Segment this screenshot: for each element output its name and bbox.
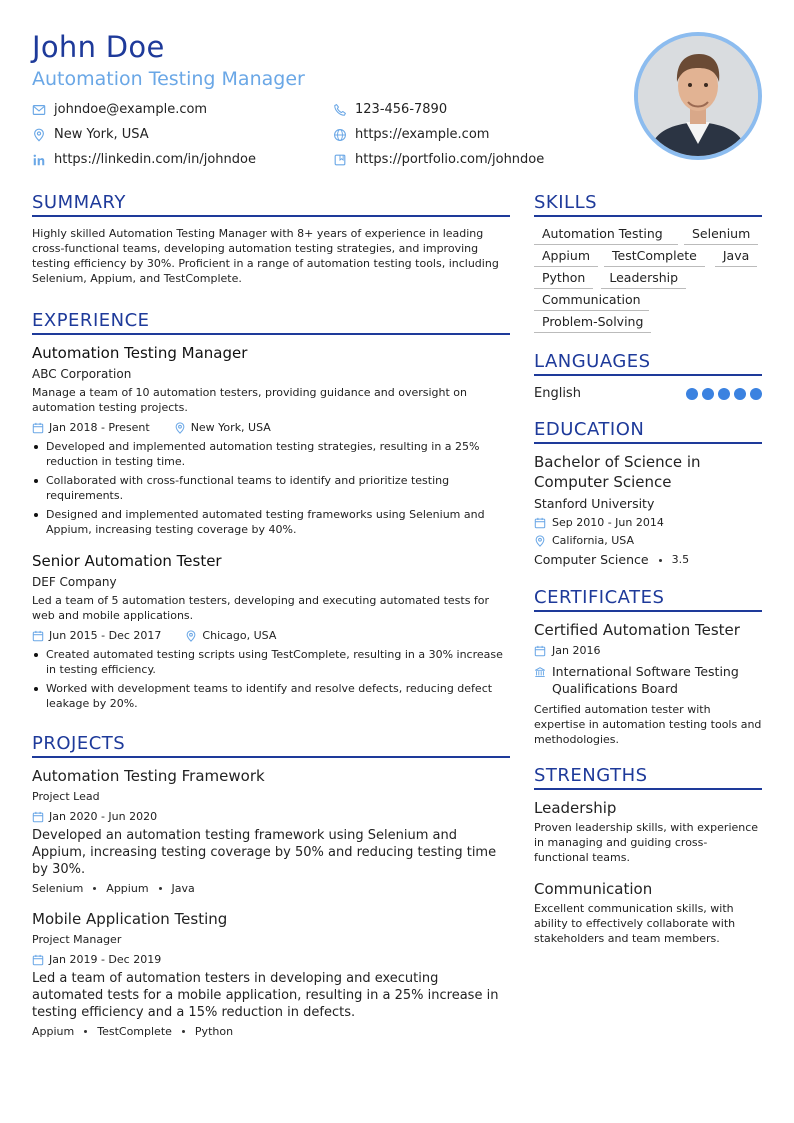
contact-website[interactable] (333, 125, 613, 144)
level-dot (750, 388, 762, 400)
certificate-description: Certified automation tester with expertise in automation testing tools and methodologies. (534, 703, 762, 746)
education-item (534, 452, 762, 569)
education-field: Computer Science (534, 552, 649, 567)
job-title: Senior Automation Tester (32, 552, 222, 570)
location-pin-icon (185, 630, 197, 642)
skill-tag: Java (715, 247, 757, 267)
project-role: Project Lead (32, 790, 100, 803)
project-item (32, 766, 510, 895)
website-text: https://example.com (355, 127, 490, 142)
job-description: Manage a team of 10 automation testers, providing guidance and oversight on automation testing projects. (32, 386, 468, 414)
portfolio-icon (333, 153, 347, 167)
strength-title: Communication (534, 880, 653, 898)
project-tag: Java (171, 882, 195, 895)
contact-phone[interactable] (333, 100, 613, 119)
skills-heading: SKILLS (534, 192, 762, 217)
projects-heading: PROJECTS (32, 733, 510, 758)
avatar-icon (638, 36, 758, 156)
project-tag: Appium (106, 882, 149, 895)
project-item (32, 909, 510, 1038)
job-company: ABC Corporation (32, 367, 132, 381)
experience-heading: EXPERIENCE (32, 310, 510, 335)
education-dates-row (534, 516, 762, 529)
globe-icon (333, 128, 347, 142)
skill-tag: Selenium (684, 225, 758, 245)
project-tag: Selenium (32, 882, 84, 895)
education-location-row (534, 534, 762, 547)
job-bullet: Designed and implemented automated testing frameworks using Selenium and Appium, increasing testing coverage by 40%. (32, 507, 510, 537)
education-heading: EDUCATION (534, 419, 762, 444)
level-dot (734, 388, 746, 400)
project-dates: Jan 2019 - Dec 2019 (49, 953, 162, 966)
degree: Bachelor of Science in Computer Science (534, 453, 701, 491)
job-meta (32, 420, 510, 435)
project-role: Project Manager (32, 933, 122, 946)
contact-location (32, 125, 333, 144)
candidate-title: Automation Testing Manager (32, 68, 305, 90)
project-dates: Jan 2020 - Jun 2020 (49, 810, 158, 823)
strength-description: Excellent communication skills, with ability to effectively collaborate with stakeholders and team members. (534, 902, 736, 945)
education-field-row (534, 551, 762, 569)
job-bullet: Worked with development teams to identify and resolve defects, reducing defect leakage by 20%. (32, 681, 510, 711)
job-dates: Jun 2015 - Dec 2017 (49, 629, 162, 642)
education-gpa: 3.5 (671, 553, 690, 566)
phone-icon (333, 103, 347, 117)
email-text: johndoe@example.com (54, 102, 208, 117)
strengths-heading: STRENGTHS (534, 765, 762, 790)
institution-icon (534, 666, 546, 678)
project-tag: TestComplete (97, 1025, 172, 1038)
experience-item (32, 343, 510, 537)
calendar-icon (534, 517, 546, 529)
language-level-dots (682, 388, 762, 400)
project-description: Developed an automation testing framework using Selenium and Appium, increasing testing coverage by 50% and reducing testing time by 30%. (32, 828, 497, 877)
languages-heading: LANGUAGES (534, 351, 762, 376)
location-text: New York, USA (54, 127, 149, 142)
project-meta (32, 952, 510, 967)
skill-tag: Python (534, 269, 593, 289)
language-item (534, 386, 762, 401)
contact-email[interactable] (32, 100, 333, 119)
calendar-icon (32, 811, 44, 823)
left-column (32, 192, 510, 1038)
profile-photo (634, 32, 762, 160)
envelope-icon (32, 103, 46, 117)
skills-list (534, 225, 762, 333)
job-description: Led a team of 5 automation testers, developing and executing automated tests for web and mobile applications. (32, 594, 490, 622)
project-tags (32, 1025, 510, 1038)
school: Stanford University (534, 496, 655, 511)
linkedin-icon (32, 153, 46, 167)
project-tag: Appium (32, 1025, 75, 1038)
skill-tag: Automation Testing (534, 225, 678, 245)
job-bullet: Created automated testing scripts using TestComplete, resulting in a 30% increase in testing efficiency. (32, 647, 510, 677)
project-tag: Python (194, 1025, 234, 1038)
certificate-date: Jan 2016 (552, 644, 601, 657)
location-pin-icon (32, 128, 46, 142)
calendar-icon (32, 954, 44, 966)
education-dates: Sep 2010 - Jun 2014 (552, 516, 664, 529)
contact-portfolio[interactable] (333, 150, 613, 169)
skill-tag: TestComplete (604, 247, 705, 267)
education-location: California, USA (552, 534, 634, 547)
job-company: DEF Company (32, 575, 117, 589)
strength-item (534, 798, 762, 865)
calendar-icon (32, 422, 44, 434)
strength-description: Proven leadership skills, with experience in managing and guiding cross-functional teams. (534, 821, 759, 864)
level-dot (702, 388, 714, 400)
level-dot (686, 388, 698, 400)
skill-tag: Communication (534, 291, 649, 311)
contact-list (32, 100, 612, 169)
project-title: Automation Testing Framework (32, 767, 265, 785)
certificate-issuer-row (534, 663, 762, 697)
job-meta (32, 628, 510, 643)
experience-item (32, 551, 510, 711)
calendar-icon (534, 645, 546, 657)
right-column (534, 192, 762, 946)
job-bullets (32, 647, 510, 711)
certificates-heading: CERTIFICATES (534, 587, 762, 612)
project-description: Led a team of automation testers in developing and executing automated tests for a mobile application, resulting in a 25% increase in testing efficiency and a 15% reduction in defects. (32, 971, 499, 1020)
candidate-name: John Doe (32, 30, 165, 64)
summary-text: Highly skilled Automation Testing Manager with 8+ years of experience in leading cross-functional teams, developing automation testing strategies, and improving testing efficiency by 30%. Proficient in a range of automation testing tools, including Selenium, Appium, and TestComplete. (32, 227, 499, 285)
skill-tag: Appium (534, 247, 598, 267)
certificate-title: Certified Automation Tester (534, 621, 740, 639)
certificate-date-row (534, 644, 762, 657)
job-bullet: Collaborated with cross-functional teams to identify and prioritize testing requirements. (32, 473, 510, 503)
linkedin-text: https://linkedin.com/in/johndoe (54, 152, 256, 167)
job-location: Chicago, USA (202, 629, 277, 642)
skill-tag: Problem-Solving (534, 313, 651, 333)
skill-tag: Leadership (601, 269, 686, 289)
calendar-icon (32, 630, 44, 642)
language-name: English (534, 386, 581, 401)
job-title: Automation Testing Manager (32, 344, 248, 362)
project-tags (32, 882, 510, 895)
project-title: Mobile Application Testing (32, 910, 228, 928)
job-location: New York, USA (190, 421, 271, 434)
job-dates: Jan 2018 - Present (49, 421, 150, 434)
job-bullet: Developed and implemented automation testing strategies, resulting in a 25% reduction in testing time. (32, 439, 510, 469)
certificate-issuer: International Software Testing Qualifications Board (552, 664, 739, 696)
project-meta (32, 809, 510, 824)
level-dot (718, 388, 730, 400)
certificate-item (534, 620, 762, 747)
location-pin-icon (534, 535, 546, 547)
summary-heading: SUMMARY (32, 192, 510, 217)
location-pin-icon (174, 422, 186, 434)
strength-title: Leadership (534, 799, 617, 817)
strength-item (534, 879, 762, 946)
portfolio-text: https://portfolio.com/johndoe (355, 152, 545, 167)
contact-linkedin[interactable] (32, 150, 333, 169)
job-bullets (32, 439, 510, 537)
phone-text: 123-456-7890 (355, 102, 448, 117)
